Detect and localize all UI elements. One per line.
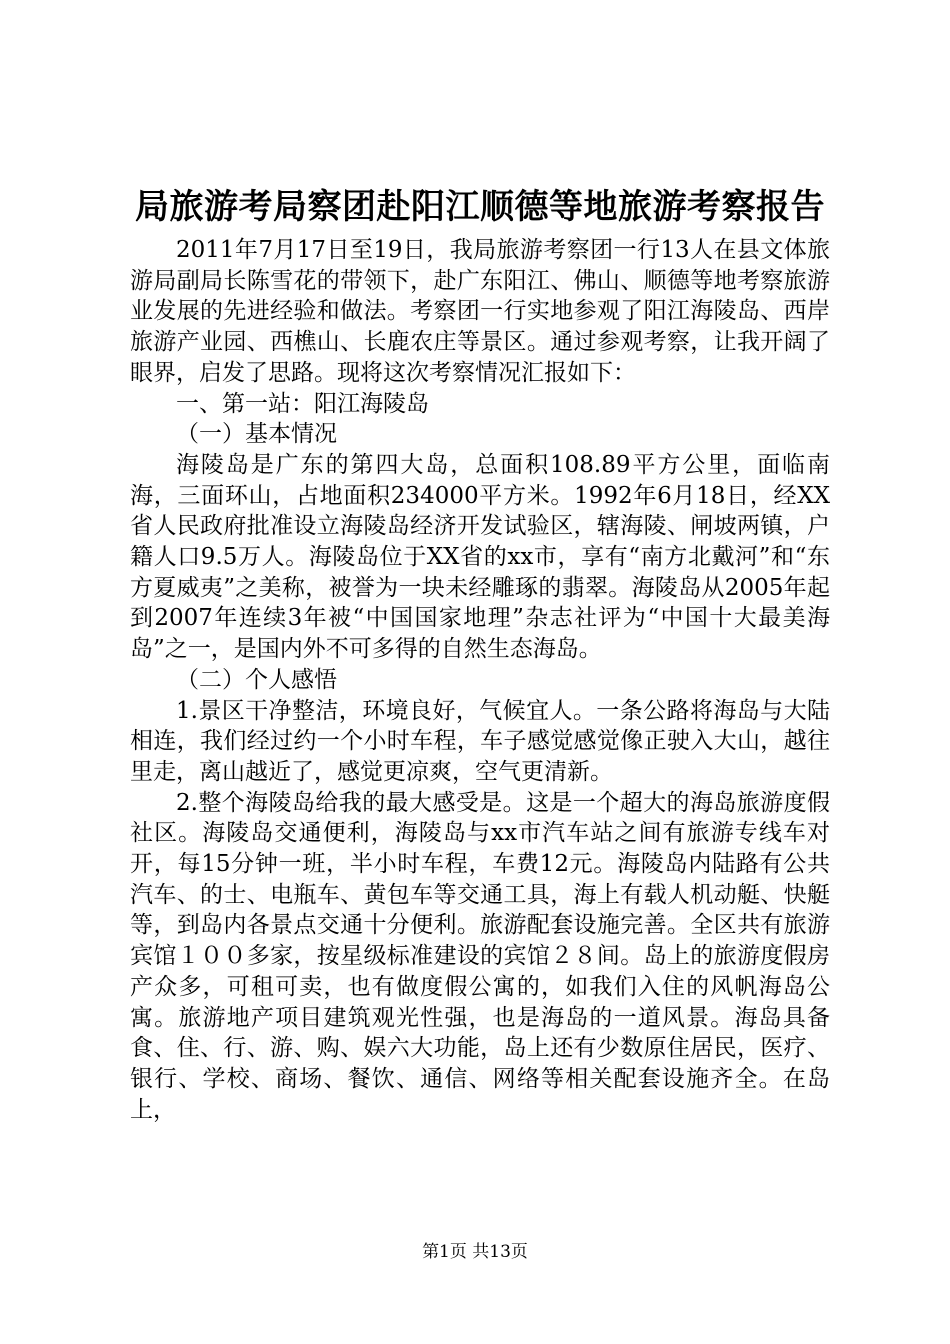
basic-info-paragraph: 海陵岛是广东的第四大岛，总面积108.89平方公里，面临南海，三面环山，占地面积234000平方米。1992年6月18日，经XX省人民政府批准设立海陵岛经济开发试验区，辖海陵、闸坡两镇，户籍人口9.5万人。海陵岛位于XX省的xx市，享有“南方北戴河”和“东方夏威夷”之美称，被誉为一块未经雕琢的翡翠。海陵岛从2005年起到2007年连续3年被“中国国家地理”杂志社评为“中国十大最美海岛”之一，是国内外不可多得的自然生态海岛。 [130,451,830,663]
document-title: 局旅游考局察团赴阳江顺德等地旅游考察报告 [135,187,825,227]
subheading-personal-insights: （二）个人感悟 [176,666,337,693]
intro-paragraph: 2011年7月17日至19日，我局旅游考察团一行13人在县文体旅游局副局长陈雪花的带领下，赴广东阳江、佛山、顺德等地考察旅游业发展的先进经验和做法。考察团一行实地参观了阳江海陵岛、西岸旅游产业园、西樵山、长鹿农庄等景区。通过参观考察，让我开阔了眼界，启发了思路。现将这次考察情况汇报如下： [130,237,830,386]
document-body [130,235,830,1125]
insight-paragraph-1: 1.景区干净整洁，环境良好，气候宜人。一条公路将海岛与大陆相连，我们经过约一个小时车程，车子感觉感觉像正驶入大山，越往里走，离山越近了，感觉更凉爽，空气更清新。 [130,697,830,785]
insight-paragraph-2: 2.整个海陵岛给我的最大感受是。这是一个超大的海岛旅游度假社区。海陵岛交通便利，海陵岛与xx市汽车站之间有旅游专线车对开，每15分钟一班，半小时车程，车费12元。海陵岛内陆路有公共汽车、的士、电瓶车、黄包车等交通工具，海上有载人机动艇、快艇等，到岛内各景点交通十分便利。旅游配套设施完善。全区共有旅游宾馆１００多家，按星级标准建设的宾馆２８间。岛上的旅游度假房产众多，可租可卖，也有做度假公寓的，如我们入住的风帆海岛公寓。旅游地产项目建筑观光性强，也是海岛的一道风景。海岛具备食、住、行、游、购、娱六大功能，岛上还有少数原住居民，医疗、银行、学校、商场、餐饮、通信、网络等相关配套设施齐全。在岛上， [130,789,830,1123]
section-heading-first-stop: 一、第一站：阳江海陵岛 [176,390,429,417]
subheading-basic-info: （一）基本情况 [176,421,337,448]
page-number-footer: 第1页 共13页 [422,1242,528,1262]
